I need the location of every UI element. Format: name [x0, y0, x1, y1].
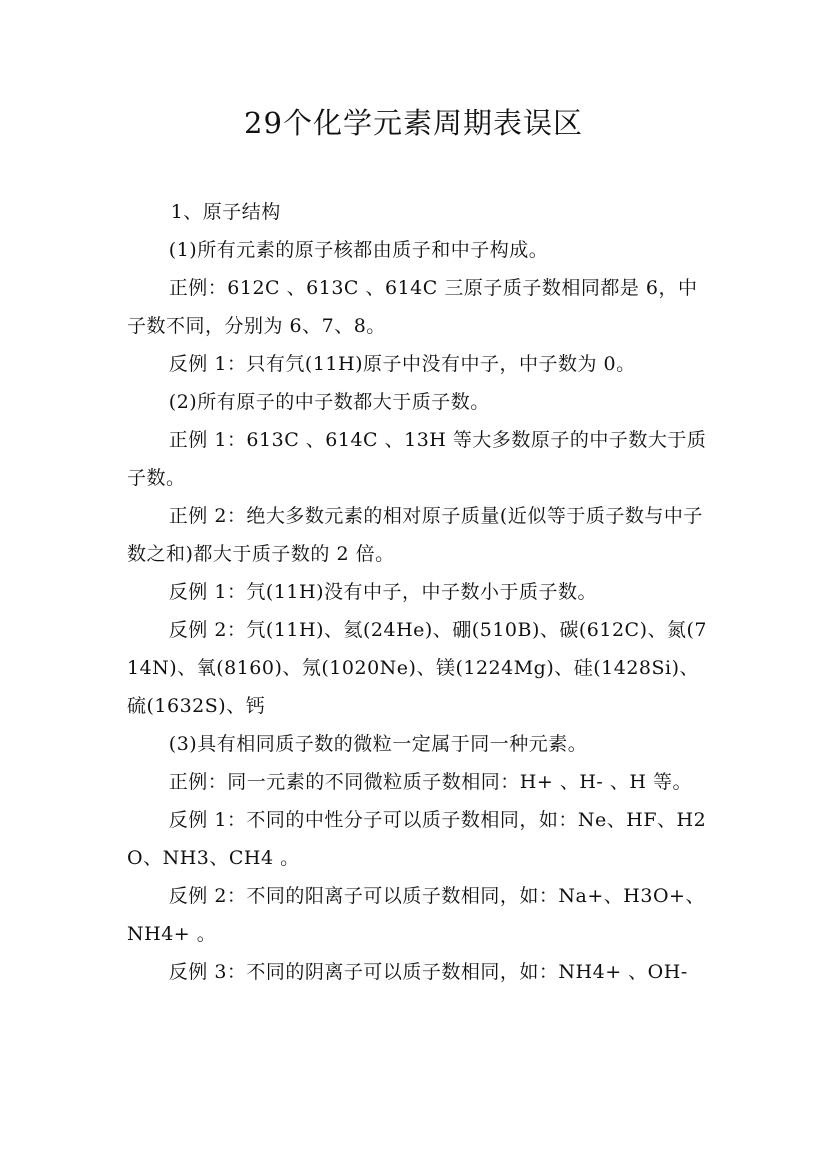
document-body	[127, 193, 707, 991]
paragraph: 正例：同一元素的不同微粒质子数相同：H+ 、H- 、H 等。	[168, 771, 692, 793]
paragraph: 反例 1：只有氕(11H)原子中没有中子，中子数为 0。	[168, 353, 636, 375]
paragraph: 正例：612C 、613C 、614C 三原子质子数相同都是 6，中子数不同，分别为 6、7、8。	[127, 277, 698, 337]
paragraph: 反例 2：不同的阳离子可以质子数相同，如：Na+、H3O+、NH4+ 。	[127, 885, 705, 945]
paragraph: 反例 3：不同的阴离子可以质子数相同，如：NH4+ 、OH-	[168, 961, 688, 983]
paragraph: 正例 2：绝大多数元素的相对原子质量(近似等于质子数与中子数之和)都大于质子数的 2 倍。	[127, 505, 703, 565]
paragraph: 反例 1：氕(11H)没有中子，中子数小于质子数。	[168, 581, 597, 603]
paragraph: 反例 1：不同的中性分子可以质子数相同，如：Ne、HF、H2O、NH3、CH4 。	[127, 809, 707, 869]
paragraph: (1)所有元素的原子核都由质子和中子构成。	[168, 239, 549, 261]
paragraph: 反例 2：氕(11H)、氦(24He)、硼(510B)、碳(612C)、氮(714N)、氧(8160)、氖(1020Ne)、镁(1224Mg)、硅(1428Si)、硫(1632S)、钙	[127, 619, 707, 717]
document-title: 29个化学元素周期表误区	[244, 106, 583, 140]
paragraph: 正例 1：613C 、614C 、13H 等大多数原子的中子数大于质子数。	[127, 429, 707, 489]
paragraph: (2)所有原子的中子数都大于质子数。	[168, 391, 490, 413]
section-heading: 1、原子结构	[170, 201, 281, 223]
paragraph: (3)具有相同质子数的微粒一定属于同一种元素。	[168, 733, 588, 755]
